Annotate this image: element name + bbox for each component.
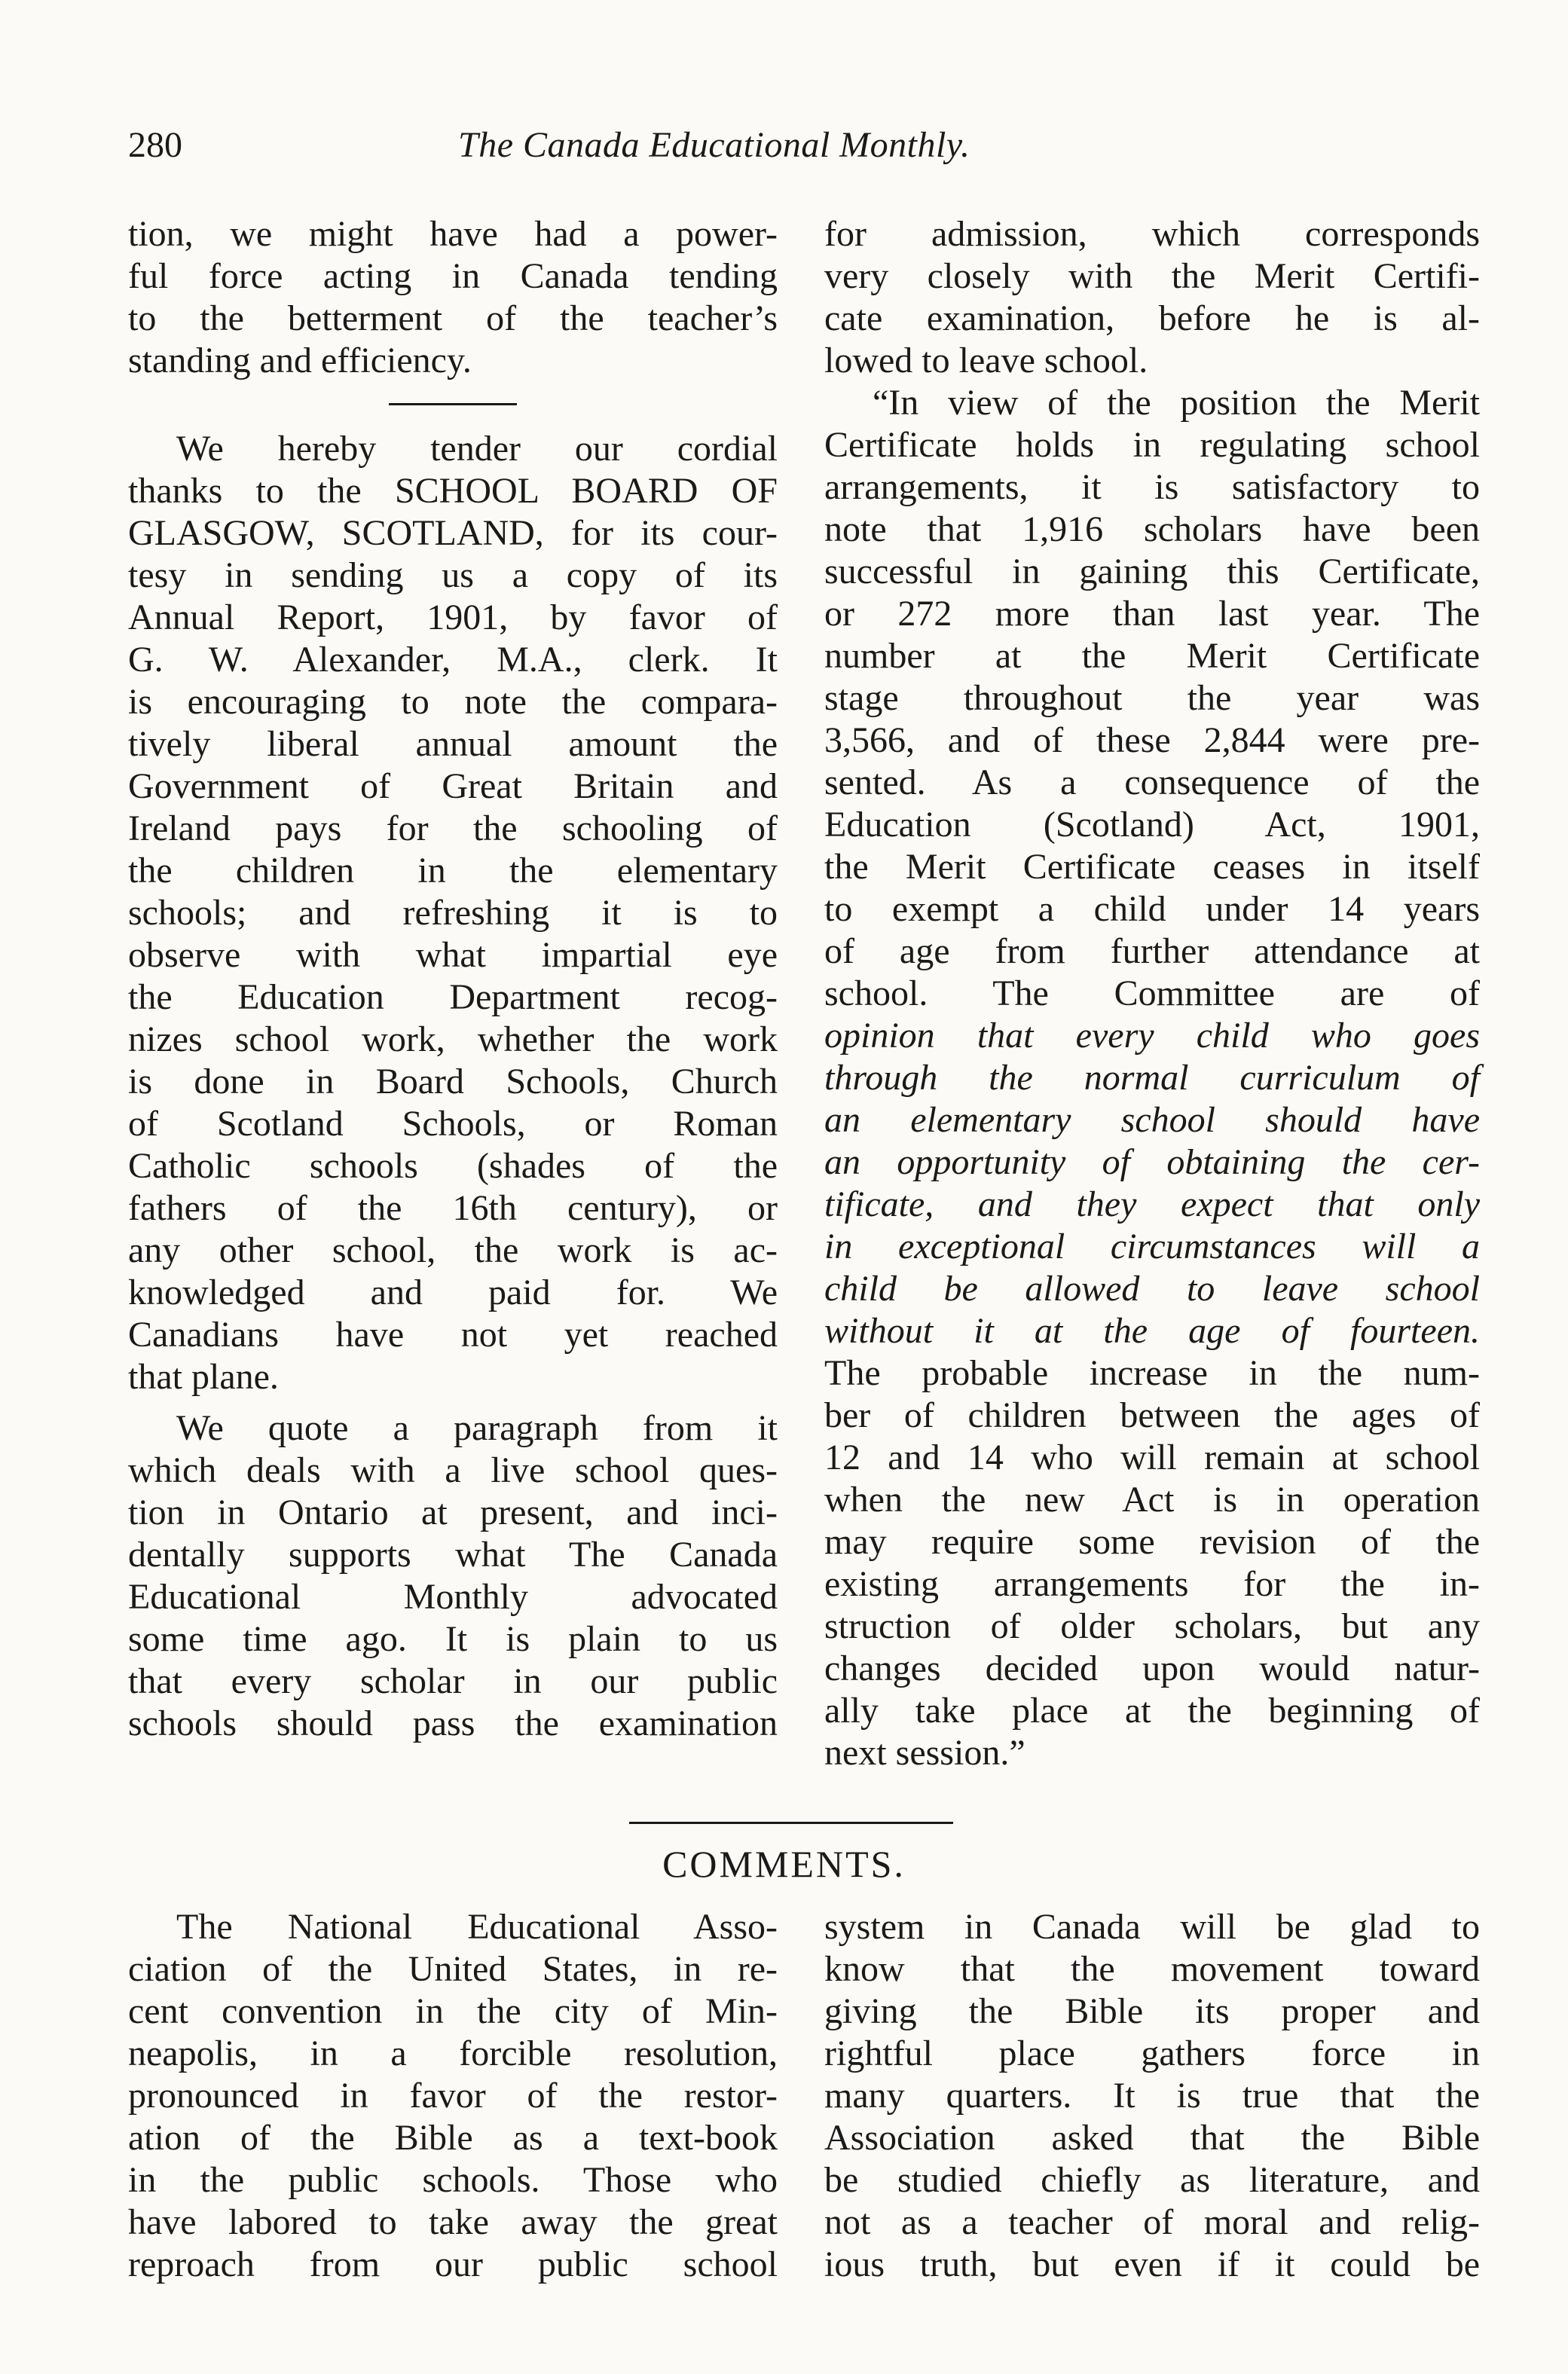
text-line: number at the Merit Certificate <box>824 636 1480 676</box>
text-line: ciation of the United States, in re- <box>128 1949 778 1989</box>
paragraph-gap <box>128 1398 778 1407</box>
text-line: dentally supports what The Canada <box>128 1535 778 1575</box>
text-line: The probable increase in the num- <box>824 1353 1480 1393</box>
text-line: changes decided upon would natur- <box>824 1648 1480 1688</box>
comments-right-column <box>824 1906 1480 2286</box>
text-line: We hereby tender our cordial <box>176 429 778 469</box>
text-line: successful in gaining this Certificate, <box>824 551 1480 591</box>
text-line: to the betterment of the teacher’s <box>128 298 778 338</box>
text-line: tion, we might have had a power- <box>128 214 778 254</box>
text-line: pronounced in favor of the restor- <box>128 2076 778 2116</box>
text-line: neapolis, in a forcible resolution, <box>128 2033 778 2073</box>
text-line: Catholic schools (shades of the <box>128 1146 778 1186</box>
text-line: the Merit Certificate ceases in itself <box>824 847 1480 887</box>
text-line: in the public schools. Those who <box>128 2160 778 2200</box>
text-line: cent convention in the city of Min- <box>128 1991 778 2031</box>
text-line: may require some revision of the <box>824 1522 1480 1562</box>
text-line: Ireland pays for the schooling of <box>128 808 778 848</box>
comments-heading: COMMENTS. <box>662 1843 906 1885</box>
text-line: stage throughout the year was <box>824 678 1480 718</box>
text-line: that every scholar in our public <box>128 1661 778 1701</box>
text-line: through the normal curriculum of <box>824 1058 1480 1098</box>
text-line: GLASGOW, SCOTLAND, for its cour- <box>128 513 778 553</box>
text-line: tificate, and they expect that only <box>824 1184 1480 1224</box>
text-line: next session.” <box>824 1733 1025 1773</box>
text-line: very closely with the Merit Certifi- <box>824 256 1480 296</box>
text-line: Annual Report, 1901, by favor of <box>128 597 778 637</box>
text-line: thanks to the SCHOOL BOARD OF <box>128 471 778 511</box>
text-line: struction of older scholars, but any <box>824 1606 1480 1646</box>
text-line: observe with what impartial eye <box>128 935 778 975</box>
text-line: ation of the Bible as a text-book <box>128 2118 778 2158</box>
text-line: Certificate holds in regulating school <box>824 425 1480 465</box>
left-column <box>128 213 778 1745</box>
text-line: child be allowed to leave school <box>824 1269 1480 1309</box>
text-line: be studied chiefly as literature, and <box>824 2160 1480 2200</box>
page-number: 280 <box>128 125 182 165</box>
text-line: 3,566, and of these 2,844 were pre- <box>824 720 1480 760</box>
text-line: ious truth, but even if it could be <box>824 2244 1480 2284</box>
text-line: is done in Board Schools, Church <box>128 1062 778 1101</box>
text-line: giving the Bible its proper and <box>824 1991 1480 2031</box>
text-line: schools should pass the examination <box>128 1703 778 1743</box>
short-rule <box>389 403 517 405</box>
text-line: “In view of the position the Merit <box>873 383 1480 423</box>
text-line: Educational Monthly advocated <box>128 1577 778 1617</box>
text-line: to exempt a child under 14 years <box>824 889 1480 929</box>
text-line: in exceptional circumstances will a <box>824 1227 1480 1266</box>
text-line: note that 1,916 scholars have been <box>824 509 1480 549</box>
text-line: system in Canada will be glad to <box>824 1907 1480 1947</box>
text-line: ber of children between the ages of <box>824 1395 1480 1435</box>
text-line: standing and efficiency. <box>128 341 472 380</box>
text-line: many quarters. It is true that the <box>824 2076 1480 2116</box>
text-line: any other school, the work is ac- <box>128 1230 778 1270</box>
text-line: existing arrangements for the in- <box>824 1564 1480 1604</box>
text-line: Education (Scotland) Act, 1901, <box>824 805 1480 845</box>
text-line: The National Educational Asso- <box>176 1907 778 1947</box>
comments-left-column <box>128 1906 778 2286</box>
text-line: when the new Act is in operation <box>824 1480 1480 1520</box>
text-line: lowed to leave school. <box>824 341 1148 380</box>
text-line: schools; and refreshing it is to <box>128 893 778 933</box>
text-line: which deals with a live school ques- <box>128 1450 778 1490</box>
text-line: without it at the age of fourteen. <box>824 1311 1480 1351</box>
text-line: reproach from our public school <box>128 2244 778 2284</box>
text-line: have labored to take away the great <box>128 2202 778 2242</box>
text-line: of age from further attendance at <box>824 931 1480 971</box>
text-line: know that the movement toward <box>824 1949 1480 1989</box>
text-line: rightful place gathers force in <box>824 2033 1480 2073</box>
text-line: that plane. <box>128 1357 279 1397</box>
text-line: an opportunity of obtaining the cer- <box>824 1142 1480 1182</box>
text-line: the Education Department recog- <box>128 977 778 1017</box>
text-line: fathers of the 16th century), or <box>128 1188 778 1228</box>
text-line: ful force acting in Canada tending <box>128 256 778 296</box>
text-line: opinion that every child who goes <box>824 1016 1480 1056</box>
text-line: G. W. Alexander, M.A., clerk. It <box>128 640 778 680</box>
text-line: Association asked that the Bible <box>824 2118 1480 2158</box>
text-line: tion in Ontario at present, and inci- <box>128 1493 778 1532</box>
text-line: an elementary school should have <box>824 1100 1480 1140</box>
text-line: 12 and 14 who will remain at school <box>824 1438 1480 1477</box>
right-column <box>824 213 1480 1774</box>
text-line: ally take place at the beginning of <box>824 1691 1480 1731</box>
text-line: some time ago. It is plain to us <box>128 1619 778 1659</box>
text-line: for admission, which corresponds <box>824 214 1480 254</box>
text-line: We quote a paragraph from it <box>176 1408 778 1448</box>
text-line: nizes school work, whether the work <box>128 1019 778 1059</box>
text-line: of Scotland Schools, or Roman <box>128 1104 778 1144</box>
text-line: sented. As a consequence of the <box>824 762 1480 802</box>
text-line: tesy in sending us a copy of its <box>128 555 778 595</box>
text-line: arrangements, it is satisfactory to <box>824 467 1480 507</box>
text-line: is encouraging to note the compara- <box>128 682 778 722</box>
text-line: cate examination, before he is al- <box>824 298 1480 338</box>
text-line: or 272 more than last year. The <box>824 594 1480 634</box>
text-line: not as a teacher of moral and relig- <box>824 2202 1480 2242</box>
text-line: knowledged and paid for. We <box>128 1273 778 1312</box>
text-line: school. The Committee are of <box>824 973 1480 1013</box>
text-line: tively liberal annual amount the <box>128 724 778 764</box>
running-title: The Canada Educational Monthly. <box>458 125 970 165</box>
page-header <box>128 124 1484 185</box>
text-line: the children in the elementary <box>128 851 778 891</box>
text-line: Canadians have not yet reached <box>128 1315 778 1355</box>
section-divider <box>629 1822 953 1824</box>
text-line: Government of Great Britain and <box>128 766 778 806</box>
